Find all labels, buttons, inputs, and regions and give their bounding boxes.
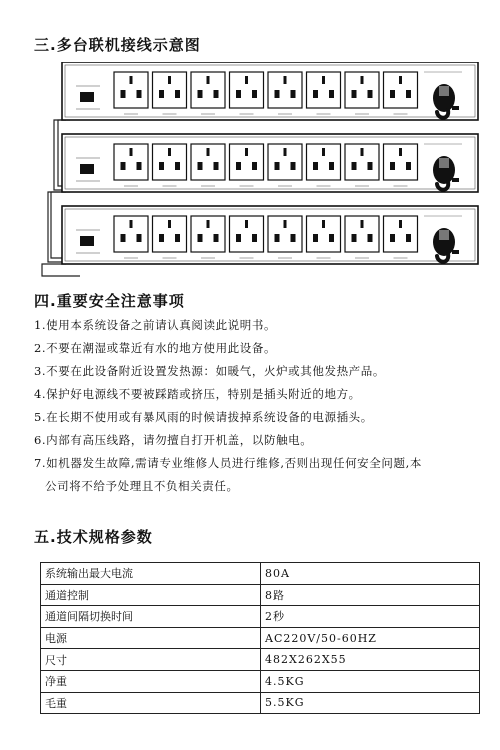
outlet-neutral-pin [252,90,257,98]
outlet-neutral-pin [329,162,334,170]
outlet-neutral-pin [175,162,180,170]
safety-section-title: 四.重要安全注意事项 [34,292,185,310]
outlet-neutral-pin [214,90,219,98]
spec-value: 5.5KG [261,692,480,714]
spec-row [41,649,480,671]
outlet-ground-pin [361,76,364,84]
spec-row [41,563,480,585]
outlet-neutral-pin [291,90,296,98]
spec-value: 8路 [261,584,480,606]
safety-note-continuation: 公司将不给予处理且不负相关责任。 [45,479,239,493]
outlet-live-pin [352,90,357,98]
outlet-live-pin [275,234,280,242]
outlet-live-pin [121,90,126,98]
outlet-neutral-pin [406,162,411,170]
outlet-live-pin [198,234,203,242]
spec-label: 系统输出最大电流 [41,563,261,585]
control-terminal-block [80,236,94,246]
outlet-live-pin [236,90,241,98]
outlet-live-pin [390,234,395,242]
outlet-ground-pin [284,148,287,156]
spec-row [41,627,480,649]
outlet-neutral-pin [406,90,411,98]
outlet-live-pin [275,90,280,98]
outlet-neutral-pin [137,234,142,242]
outlet-ground-pin [322,76,325,84]
outlet-ground-pin [245,76,248,84]
spec-row [41,606,480,628]
spec-label: 通道控制 [41,584,261,606]
spec-label: 电源 [41,627,261,649]
outlet-live-pin [313,234,318,242]
breaker-switch-handle [439,86,449,96]
outlet-neutral-pin [175,234,180,242]
outlet-live-pin [352,162,357,170]
outlet-neutral-pin [291,162,296,170]
spec-row [41,692,480,714]
outlet-ground-pin [322,220,325,228]
outlet-neutral-pin [252,162,257,170]
safety-note: 7.如机器发生故障,需请专业维修人员进行维修,否则出现任何安全问题,本 [34,456,422,470]
spec-value: 80A [261,563,480,585]
outlet-live-pin [313,162,318,170]
cable-plug [452,250,459,254]
outlet-live-pin [352,234,357,242]
outlet-neutral-pin [137,90,142,98]
spec-section-title: 五.技术规格参数 [34,528,153,546]
outlet-ground-pin [245,148,248,156]
outlet-neutral-pin [406,234,411,242]
outlet-neutral-pin [175,90,180,98]
outlet-live-pin [390,90,395,98]
cable-plug [452,178,459,182]
outlet-ground-pin [130,76,133,84]
outlet-neutral-pin [214,234,219,242]
breaker-switch-handle [439,230,449,240]
outlet-live-pin [121,162,126,170]
outlet-neutral-pin [329,90,334,98]
outlet-neutral-pin [214,162,219,170]
safety-notes-list [34,314,480,498]
spec-row [41,584,480,606]
outlet-live-pin [313,90,318,98]
outlet-live-pin [159,90,164,98]
safety-note: 3.不要在此设备附近设置发热源：如暖气，火炉或其他发热产品。 [34,364,385,378]
outlet-ground-pin [207,148,210,156]
spec-label: 毛重 [41,692,261,714]
interconnect-cable [42,264,80,276]
outlet-ground-pin [207,220,210,228]
outlet-ground-pin [399,76,402,84]
outlet-ground-pin [168,220,171,228]
safety-note: 2.不要在潮湿或靠近有水的地方使用此设备。 [34,341,277,355]
spec-label: 净重 [41,670,261,692]
spec-value: 482X262X55 [261,649,480,671]
safety-note: 5.在长期不使用或有暴风雨的时候请拔掉系统设备的电源插头。 [34,410,373,424]
outlet-neutral-pin [291,234,296,242]
outlet-ground-pin [130,148,133,156]
outlet-ground-pin [284,220,287,228]
outlet-live-pin [198,162,203,170]
outlet-ground-pin [284,76,287,84]
outlet-live-pin [198,90,203,98]
outlet-live-pin [275,162,280,170]
outlet-live-pin [390,162,395,170]
outlet-live-pin [236,162,241,170]
outlet-neutral-pin [368,234,373,242]
cable-plug [452,106,459,110]
spec-table [40,562,480,714]
spec-row [41,670,480,692]
outlet-ground-pin [361,148,364,156]
spec-label: 尺寸 [41,649,261,671]
wiring-section-title: 三.多台联机接线示意图 [34,36,201,54]
outlet-neutral-pin [368,162,373,170]
outlet-live-pin [159,162,164,170]
outlet-ground-pin [130,220,133,228]
outlet-ground-pin [168,148,171,156]
outlet-ground-pin [245,220,248,228]
control-terminal-block [80,164,94,174]
outlet-live-pin [236,234,241,242]
outlet-neutral-pin [368,90,373,98]
outlet-live-pin [121,234,126,242]
outlet-neutral-pin [329,234,334,242]
spec-label: 通道间隔切换时间 [41,606,261,628]
safety-note: 4.保护好电源线不要被踩踏或挤压，特别是插头附近的地方。 [34,387,361,401]
outlet-live-pin [159,234,164,242]
multi-unit-wiring-diagram [40,62,480,278]
safety-note: 1.使用本系统设备之前请认真阅读此说明书。 [34,318,277,332]
breaker-switch-handle [439,158,449,168]
outlet-ground-pin [399,220,402,228]
outlet-ground-pin [399,148,402,156]
outlet-ground-pin [168,76,171,84]
outlet-neutral-pin [252,234,257,242]
control-terminal-block [80,92,94,102]
spec-value: 2秒 [261,606,480,628]
outlet-ground-pin [207,76,210,84]
spec-value: AC220V/50-60HZ [261,627,480,649]
safety-note: 6.内部有高压线路，请勿擅自打开机盖，以防触电。 [34,433,313,447]
outlet-ground-pin [322,148,325,156]
outlet-ground-pin [361,220,364,228]
spec-value: 4.5KG [261,670,480,692]
outlet-neutral-pin [137,162,142,170]
